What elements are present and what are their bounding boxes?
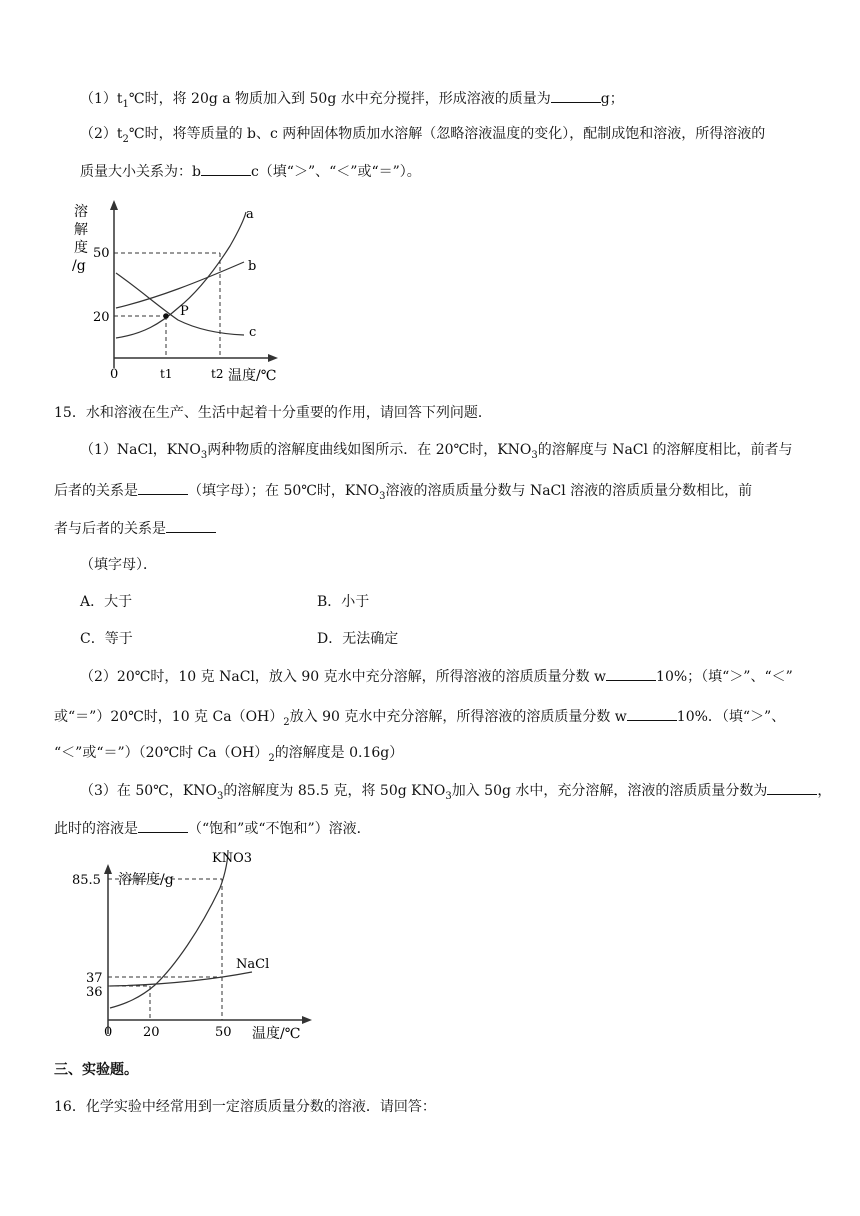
answer-blank[interactable]	[201, 161, 251, 176]
q15-part1-line1: （1）NaCl，$KNO_3$两种物质的溶解度曲线如图所示．在 20℃时，$KNO_3$的溶解度与 NaCl 的溶解度相比，前者与	[80, 442, 793, 461]
series-label-nacl: NaCl	[236, 957, 270, 972]
series-label-b: b	[248, 259, 257, 274]
y-tick-label: 85.5	[72, 873, 101, 888]
x-axis-label: 温度/℃	[228, 368, 277, 383]
option-d: D．无法确定	[317, 631, 399, 647]
curve-nacl	[110, 972, 252, 986]
x-tick-label: 50	[215, 1025, 232, 1040]
q15-part3-line1: （3）在 50℃，$KNO_3$的溶解度为 85.5 克，将 50g $KNO_3$加入 50g 水中，充分溶解，溶液的溶质质量分数为 ，	[80, 780, 831, 807]
y-axis-arrow	[104, 864, 112, 874]
curve-a	[116, 212, 246, 338]
option-c: C．等于	[80, 631, 133, 647]
q15-title: 15．水和溶液在生产、生活中起着十分重要的作用，请回答下列问题．	[54, 405, 492, 421]
answer-blank[interactable]	[767, 780, 817, 795]
x-tick-label: t1	[160, 367, 173, 381]
y-label-char: 度	[74, 240, 88, 256]
series-label-kno3	[212, 851, 252, 866]
q14-part2-line1: $(2)t_2℃$时，将等质量的 b、c 两种固体物质加水溶解（忽略溶液温度的变化），配制成饱和溶液，所得溶液的	[80, 126, 766, 145]
option-b: B．小于	[317, 594, 370, 610]
answer-blank[interactable]	[166, 518, 216, 533]
q16-title: 16．化学实验中经常用到一定溶质质量分数的溶液．请回答：	[54, 1099, 436, 1115]
y-label-char: 解	[74, 222, 88, 238]
series-label-c: c	[249, 325, 257, 340]
answer-blank[interactable]	[606, 666, 656, 681]
solubility-chart-abc	[68, 198, 288, 383]
answer-blank[interactable]	[138, 818, 188, 833]
x-tick-label: 20	[143, 1025, 160, 1040]
x-tick-label: 0	[110, 367, 119, 382]
y-tick-label: 50	[93, 246, 110, 261]
x-tick-label: t2	[211, 367, 224, 381]
section-title: 三、实验题。	[54, 1062, 138, 1078]
x-tick-label: 0	[104, 1025, 113, 1040]
q15-part1-line3: 者与后者的关系是	[54, 518, 216, 539]
y-tick-label: 36	[86, 985, 103, 1000]
y-axis-arrow	[110, 200, 118, 210]
curve-b	[116, 262, 244, 308]
q15-part2-line3: “＜”或“＝”）（20℃时 $Ca(OH)_2$的溶解度是 0.16g）	[54, 745, 404, 764]
y-axis-label: 溶解度/g	[118, 872, 174, 888]
series-label-a: a	[246, 207, 254, 222]
y-tick-label: 37	[86, 971, 103, 986]
q14-part1: $(1)t_1℃$时，将 20g a 物质加入到 50g 水中充分搅拌，形成溶液的质量为 g；	[80, 88, 624, 115]
q15-part2-line1: （2）20℃时，10 克 NaCl，放入 90 克水中充分溶解，所得溶液的溶质质量分数 w 10%；（填“＞”、“＜”	[80, 666, 793, 687]
series-label-kno3-text: KNO3	[212, 851, 253, 866]
answer-blank[interactable]	[627, 706, 677, 721]
q15-part2-line2: 或“＝”）20℃时，10 克 $Ca(OH)_2$放入 90 克水中充分溶解，所得溶液的溶质质量分数 w 10%．（填“＞”、	[54, 706, 785, 733]
x-axis-label: 温度/℃	[252, 1026, 301, 1042]
answer-blank[interactable]	[138, 480, 188, 495]
option-a: A．大于	[80, 594, 133, 610]
answer-blank[interactable]	[551, 88, 601, 103]
q15-part1-line4: （填字母）．	[80, 557, 157, 573]
x-axis-arrow	[302, 1016, 312, 1024]
q15-part1-line2: 后者的关系是 （填字母）；在 50℃时，$KNO_3$溶液的溶质质量分数与 NaCl 溶液的溶质质量分数相比，前	[54, 480, 752, 507]
q14-part2-line2: 质量大小关系为：b c（填“＞”、“＜”或“＝”）。	[80, 161, 421, 182]
point-label: P	[180, 304, 189, 319]
q15-part3-line2: 此时的溶液是 （“饱和”或“不饱和”）溶液．	[54, 818, 371, 839]
y-label-char: 溶	[74, 204, 88, 220]
intersection-point	[163, 313, 169, 319]
solubility-chart-kno3-nacl	[60, 848, 320, 1044]
y-tick-label: 20	[93, 310, 110, 325]
x-axis-arrow	[268, 354, 278, 362]
y-label-char: /g	[72, 258, 86, 274]
